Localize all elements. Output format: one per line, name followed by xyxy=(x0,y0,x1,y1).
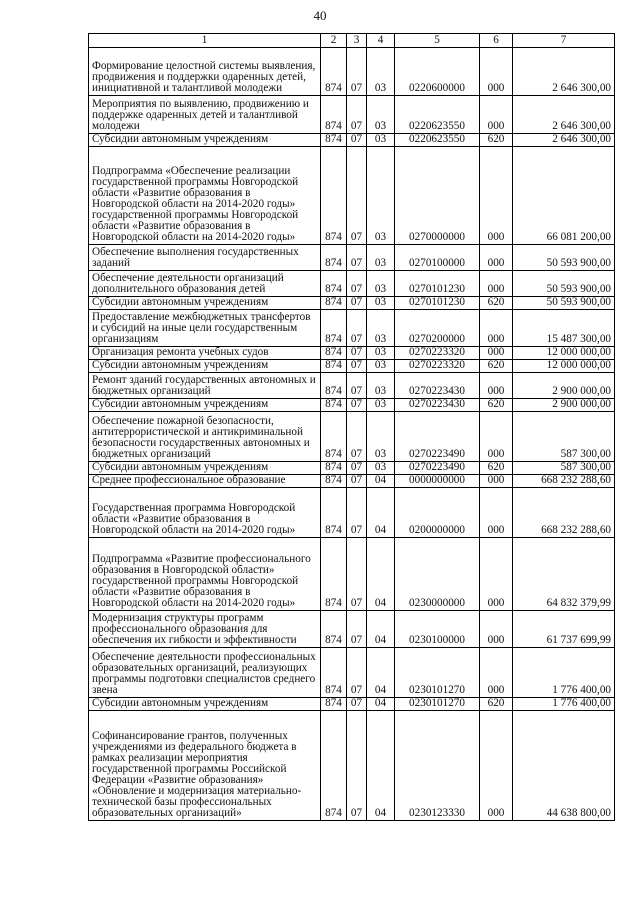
code-target-cell: 0220600000 xyxy=(395,48,480,96)
code-ministry-cell: 874 xyxy=(321,462,347,475)
code-section-cell: 07 xyxy=(347,310,367,347)
code-target-cell: 0270101230 xyxy=(395,297,480,310)
code-expense-type-cell: 620 xyxy=(480,297,513,310)
code-subsection-cell: 03 xyxy=(367,373,395,399)
table-row xyxy=(89,373,615,399)
item-name-cell: Субсидии автономным учреждениям xyxy=(89,698,321,711)
code-target-cell: 0000000000 xyxy=(395,475,480,488)
code-ministry-cell: 874 xyxy=(321,48,347,96)
table-row xyxy=(89,648,615,698)
code-ministry-cell: 874 xyxy=(321,538,347,611)
code-expense-type-cell: 000 xyxy=(480,373,513,399)
column-header: 1 xyxy=(89,34,321,48)
code-target-cell: 0270000000 xyxy=(395,147,480,245)
code-subsection-cell: 03 xyxy=(367,271,395,297)
code-section-cell: 07 xyxy=(347,134,367,147)
table-row xyxy=(89,245,615,271)
column-header: 7 xyxy=(513,34,615,48)
code-target-cell: 0220623550 xyxy=(395,134,480,147)
table-row xyxy=(89,134,615,147)
amount-cell: 668 232 288,60 xyxy=(513,475,615,488)
code-section-cell: 07 xyxy=(347,48,367,96)
page-number: 40 xyxy=(313,8,327,23)
code-ministry-cell: 874 xyxy=(321,399,347,412)
code-ministry-cell: 874 xyxy=(321,373,347,399)
budget-table xyxy=(88,33,615,821)
code-ministry-cell: 874 xyxy=(321,412,347,462)
code-section-cell: 07 xyxy=(347,271,367,297)
code-ministry-cell: 874 xyxy=(321,310,347,347)
code-expense-type-cell: 000 xyxy=(480,347,513,360)
code-section-cell: 07 xyxy=(347,373,367,399)
code-expense-type-cell: 000 xyxy=(480,271,513,297)
code-section-cell: 07 xyxy=(347,648,367,698)
code-target-cell: 0230123330 xyxy=(395,711,480,821)
amount-cell: 50 593 900,00 xyxy=(513,271,615,297)
amount-cell: 44 638 800,00 xyxy=(513,711,615,821)
code-ministry-cell: 874 xyxy=(321,648,347,698)
code-expense-type-cell: 000 xyxy=(480,96,513,134)
code-expense-type-cell: 000 xyxy=(480,412,513,462)
code-expense-type-cell: 000 xyxy=(480,648,513,698)
code-section-cell: 07 xyxy=(347,698,367,711)
code-ministry-cell: 874 xyxy=(321,271,347,297)
item-name-cell: Среднее профессиональное образование xyxy=(89,475,321,488)
amount-cell: 2 900 000,00 xyxy=(513,373,615,399)
table-row xyxy=(89,462,615,475)
code-expense-type-cell: 000 xyxy=(480,310,513,347)
amount-cell: 12 000 000,00 xyxy=(513,347,615,360)
code-target-cell: 0270223490 xyxy=(395,462,480,475)
item-name-cell: Подпрограмма «Развитие профессионального образования в Новгородской области» государственной программы Новгородской области «Развитие образования в Новгородской области на 2014-2020 годы» xyxy=(89,538,321,611)
table-row xyxy=(89,48,615,96)
code-section-cell: 07 xyxy=(347,711,367,821)
table-row xyxy=(89,698,615,711)
code-ministry-cell: 874 xyxy=(321,475,347,488)
code-expense-type-cell: 620 xyxy=(480,360,513,373)
code-target-cell: 0220623550 xyxy=(395,96,480,134)
item-name-cell: Мероприятия по выявлению, продвижению и поддержке одаренных детей и талантливой молодежи xyxy=(89,96,321,134)
code-section-cell: 07 xyxy=(347,297,367,310)
code-target-cell: 0270223490 xyxy=(395,412,480,462)
table-row xyxy=(89,488,615,538)
code-target-cell: 0230101270 xyxy=(395,698,480,711)
item-name-cell: Организация ремонта учебных судов xyxy=(89,347,321,360)
code-expense-type-cell: 000 xyxy=(480,711,513,821)
table-row xyxy=(89,538,615,611)
item-name-cell: Софинансирование грантов, полученных учреждениями из федерального бюджета в рамках реализации мероприятия государственной программы Российской Федерации «Развитие образования» «Обновление и модернизация материально-технической базы профессиональных образовательных организаций» xyxy=(89,711,321,821)
code-expense-type-cell: 000 xyxy=(480,147,513,245)
item-name-cell: Обеспечение деятельности профессиональных образовательных организаций, реализующих программы подготовки специалистов среднего звена xyxy=(89,648,321,698)
code-ministry-cell: 874 xyxy=(321,347,347,360)
code-ministry-cell: 874 xyxy=(321,698,347,711)
amount-cell: 61 737 699,99 xyxy=(513,611,615,648)
code-target-cell: 0230100000 xyxy=(395,611,480,648)
code-subsection-cell: 04 xyxy=(367,475,395,488)
amount-cell: 12 000 000,00 xyxy=(513,360,615,373)
code-section-cell: 07 xyxy=(347,399,367,412)
code-ministry-cell: 874 xyxy=(321,245,347,271)
code-ministry-cell: 874 xyxy=(321,134,347,147)
code-section-cell: 07 xyxy=(347,147,367,245)
table-row xyxy=(89,399,615,412)
code-expense-type-cell: 620 xyxy=(480,462,513,475)
amount-cell: 50 593 900,00 xyxy=(513,245,615,271)
column-header: 3 xyxy=(347,34,367,48)
amount-cell: 1 776 400,00 xyxy=(513,648,615,698)
code-target-cell: 0270200000 xyxy=(395,310,480,347)
code-subsection-cell: 04 xyxy=(367,648,395,698)
header-row xyxy=(89,34,615,48)
code-ministry-cell: 874 xyxy=(321,297,347,310)
code-subsection-cell: 04 xyxy=(367,711,395,821)
code-ministry-cell: 874 xyxy=(321,96,347,134)
code-subsection-cell: 04 xyxy=(367,488,395,538)
code-section-cell: 07 xyxy=(347,488,367,538)
code-section-cell: 07 xyxy=(347,245,367,271)
item-name-cell: Формирование целостной системы выявления, продвижения и поддержки одаренных детей, инициативной и талантливой молодежи xyxy=(89,48,321,96)
code-subsection-cell: 04 xyxy=(367,611,395,648)
amount-cell: 1 776 400,00 xyxy=(513,698,615,711)
code-section-cell: 07 xyxy=(347,347,367,360)
code-ministry-cell: 874 xyxy=(321,360,347,373)
table-row xyxy=(89,611,615,648)
table-row xyxy=(89,147,615,245)
table-row xyxy=(89,360,615,373)
table-row xyxy=(89,347,615,360)
code-expense-type-cell: 000 xyxy=(480,245,513,271)
column-header: 5 xyxy=(395,34,480,48)
code-ministry-cell: 874 xyxy=(321,711,347,821)
item-name-cell: Подпрограмма «Обеспечение реализации государственной программы Новгородской области «Развитие образования в Новгородской области на 2014-2020 годы» государственной программы Новгородской области «Развитие образования в Новгородской области на 2014-2020 годы» xyxy=(89,147,321,245)
code-expense-type-cell: 000 xyxy=(480,475,513,488)
item-name-cell: Ремонт зданий государственных автономных и бюджетных организаций xyxy=(89,373,321,399)
code-section-cell: 07 xyxy=(347,96,367,134)
table-row xyxy=(89,310,615,347)
code-ministry-cell: 874 xyxy=(321,611,347,648)
code-subsection-cell: 03 xyxy=(367,310,395,347)
amount-cell: 587 300,00 xyxy=(513,462,615,475)
code-section-cell: 07 xyxy=(347,538,367,611)
amount-cell: 2 900 000,00 xyxy=(513,399,615,412)
code-ministry-cell: 874 xyxy=(321,488,347,538)
item-name-cell: Субсидии автономным учреждениям xyxy=(89,297,321,310)
amount-cell: 66 081 200,00 xyxy=(513,147,615,245)
code-subsection-cell: 04 xyxy=(367,698,395,711)
code-expense-type-cell: 620 xyxy=(480,698,513,711)
table-row xyxy=(89,412,615,462)
code-target-cell: 0200000000 xyxy=(395,488,480,538)
column-header: 4 xyxy=(367,34,395,48)
column-header: 6 xyxy=(480,34,513,48)
code-subsection-cell: 04 xyxy=(367,538,395,611)
table-row xyxy=(89,96,615,134)
item-name-cell: Обеспечение выполнения государственных заданий xyxy=(89,245,321,271)
table-row xyxy=(89,711,615,821)
code-expense-type-cell: 000 xyxy=(480,48,513,96)
code-expense-type-cell: 000 xyxy=(480,488,513,538)
amount-cell: 64 832 379,99 xyxy=(513,538,615,611)
code-target-cell: 0230000000 xyxy=(395,538,480,611)
code-target-cell: 0230101270 xyxy=(395,648,480,698)
code-target-cell: 0270223320 xyxy=(395,347,480,360)
code-subsection-cell: 03 xyxy=(367,412,395,462)
code-expense-type-cell: 620 xyxy=(480,399,513,412)
code-section-cell: 07 xyxy=(347,475,367,488)
amount-cell: 2 646 300,00 xyxy=(513,96,615,134)
code-subsection-cell: 03 xyxy=(367,134,395,147)
code-section-cell: 07 xyxy=(347,462,367,475)
item-name-cell: Обеспечение деятельности организаций дополнительного образования детей xyxy=(89,271,321,297)
amount-cell: 50 593 900,00 xyxy=(513,297,615,310)
code-subsection-cell: 03 xyxy=(367,399,395,412)
code-subsection-cell: 03 xyxy=(367,297,395,310)
code-target-cell: 0270223430 xyxy=(395,399,480,412)
code-ministry-cell: 874 xyxy=(321,147,347,245)
code-subsection-cell: 03 xyxy=(367,147,395,245)
code-subsection-cell: 03 xyxy=(367,347,395,360)
code-target-cell: 0270223320 xyxy=(395,360,480,373)
amount-cell: 587 300,00 xyxy=(513,412,615,462)
item-name-cell: Субсидии автономным учреждениям xyxy=(89,399,321,412)
code-section-cell: 07 xyxy=(347,611,367,648)
item-name-cell: Субсидии автономным учреждениям xyxy=(89,462,321,475)
code-subsection-cell: 03 xyxy=(367,48,395,96)
amount-cell: 2 646 300,00 xyxy=(513,48,615,96)
amount-cell: 15 487 300,00 xyxy=(513,310,615,347)
code-section-cell: 07 xyxy=(347,412,367,462)
code-subsection-cell: 03 xyxy=(367,360,395,373)
item-name-cell: Предоставление межбюджетных трансфертов и субсидий на иные цели государственным организациям xyxy=(89,310,321,347)
code-subsection-cell: 03 xyxy=(367,96,395,134)
code-subsection-cell: 03 xyxy=(367,462,395,475)
item-name-cell: Модернизация структуры программ профессионального образования для обеспечения их гибкости и эффективности xyxy=(89,611,321,648)
code-target-cell: 0270223430 xyxy=(395,373,480,399)
amount-cell: 2 646 300,00 xyxy=(513,134,615,147)
item-name-cell: Обеспечение пожарной безопасности, антитеррористической и антикриминальной безопасности государственных автономных и бюджетных организаций xyxy=(89,412,321,462)
table-row xyxy=(89,297,615,310)
amount-cell: 668 232 288,60 xyxy=(513,488,615,538)
code-target-cell: 0270100000 xyxy=(395,245,480,271)
item-name-cell: Субсидии автономным учреждениям xyxy=(89,360,321,373)
code-expense-type-cell: 000 xyxy=(480,538,513,611)
table-row xyxy=(89,475,615,488)
column-header: 2 xyxy=(321,34,347,48)
code-target-cell: 0270101230 xyxy=(395,271,480,297)
code-section-cell: 07 xyxy=(347,360,367,373)
code-subsection-cell: 03 xyxy=(367,245,395,271)
item-name-cell: Государственная программа Новгородской области «Развитие образования в Новгородской области на 2014-2020 годы» xyxy=(89,488,321,538)
code-expense-type-cell: 620 xyxy=(480,134,513,147)
item-name-cell: Субсидии автономным учреждениям xyxy=(89,134,321,147)
code-expense-type-cell: 000 xyxy=(480,611,513,648)
table-row xyxy=(89,271,615,297)
